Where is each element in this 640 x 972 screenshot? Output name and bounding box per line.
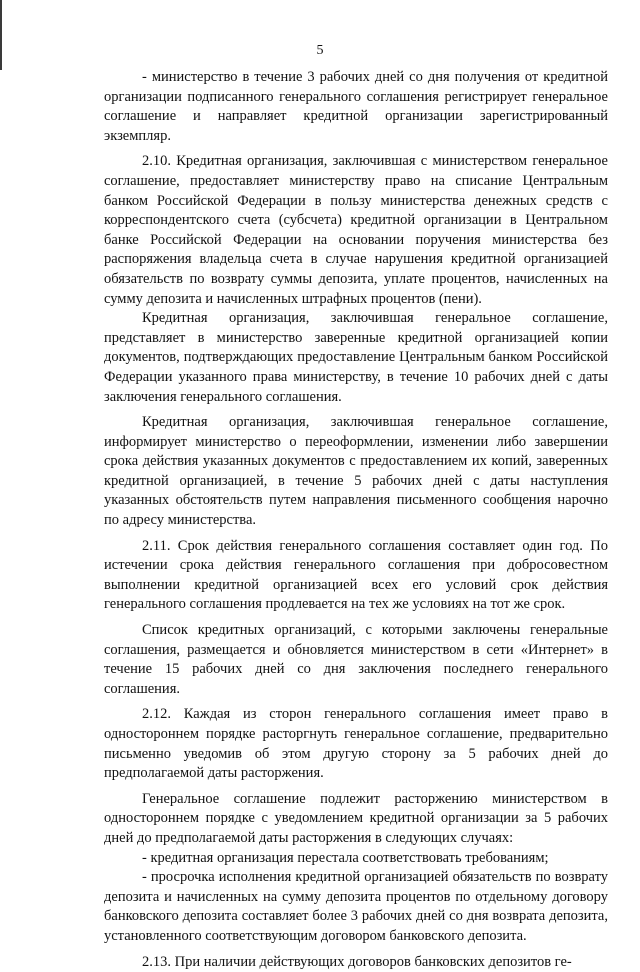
paragraph-termination-cases: Генеральное соглашение подлежит расторжению министерством в одностороннем порядке с уведомлением кредитной организации за 5 рабочих дней до предполагаемой даты расторжения в следующих случаях: [104, 790, 608, 846]
paragraph-2-11: 2.11. Срок действия генерального соглашения составляет один год. По истечении срока действия генерального соглашения при добросовестном выполнении кредитной организацией всех его условий срок действия генерального соглашения продлевается на тех же условиях на тот же срок. [104, 537, 608, 613]
paragraph-ministry-registration: - министерство в течение 3 рабочих дней со дня получения от кредитной организации подписанного генерального соглашения регистрирует генеральное соглашение и направляет кредитной организации зарегистрированный экземпляр. [104, 69, 608, 144]
paragraph-2-12: 2.12. Каждая из сторон генерального соглашения имеет право в одностороннем порядке расторгнуть генеральное соглашение, предварительно письменно уведомив об этом другую сторону за 5 рабочих дней до предполагаемой даты расторжения. [104, 706, 608, 782]
document-body [104, 68, 608, 972]
list-item-overdue: - просрочка исполнения кредитной организацией обязательств по возврату депозита и начисленных на сумму депозита процентов по отдельному договору банковского депозита составляет более 3 рабочих дней со дня возврата депозита, установленного соответствующим договором банковского депозита. [104, 869, 608, 944]
list-item-requirements: - кредитная организация перестала соответствовать требованиям; [142, 849, 549, 866]
paragraph-list-of-organizations: Список кредитных организаций, с которыми заключены генеральные соглашения, размещается и обновляется министерством в сети «Интернет» в течение 15 рабочих дней со дня заключения последнего генерального соглашения. [104, 622, 608, 697]
paragraph-2-10: 2.10. Кредитная организация, заключившая с министерством генеральное соглашение, предоставляет министерству право на списание Центральным банком Российской Федерации в пользу министерства денежных средств с корреспондентского счета (субсчета) кредитной организации в Центральном банке Российской Федерации на основании поручения министерства без распоряжения владельца счета в случае нарушения кредитной организацией обязательств по возврату суммы депозита, уплате процентов, начисленных на сумму депозита и начисленных штрафных процентов (пени). [104, 153, 608, 307]
page-number: 5 [316, 43, 324, 58]
paragraph-copies-documents: Кредитная организация, заключившая генеральное соглашение, представляет в министерство заверенные кредитной организацией копии документов, подтверждающих предоставление Центральным банком Российской Федерации указанного права министерству, в течение 10 рабочих дней с даты заключения генерального соглашения. [104, 310, 608, 405]
paragraph-2-13: 2.13. При наличии действующих договоров банковских депозитов ге- [142, 953, 572, 970]
paragraph-informs-ministry: Кредитная организация, заключившая генеральное соглашение, информирует министерство о переоформлении, изменении либо завершении срока действия указанных документов с предоставлением их копий, заверенных кредитной организацией, в течение 5 рабочих дней с даты наступления указанных обстоятельств путем направления письменного сообщения нарочно по адресу министерства. [104, 414, 608, 529]
scan-edge-shadow [0, 0, 2, 70]
